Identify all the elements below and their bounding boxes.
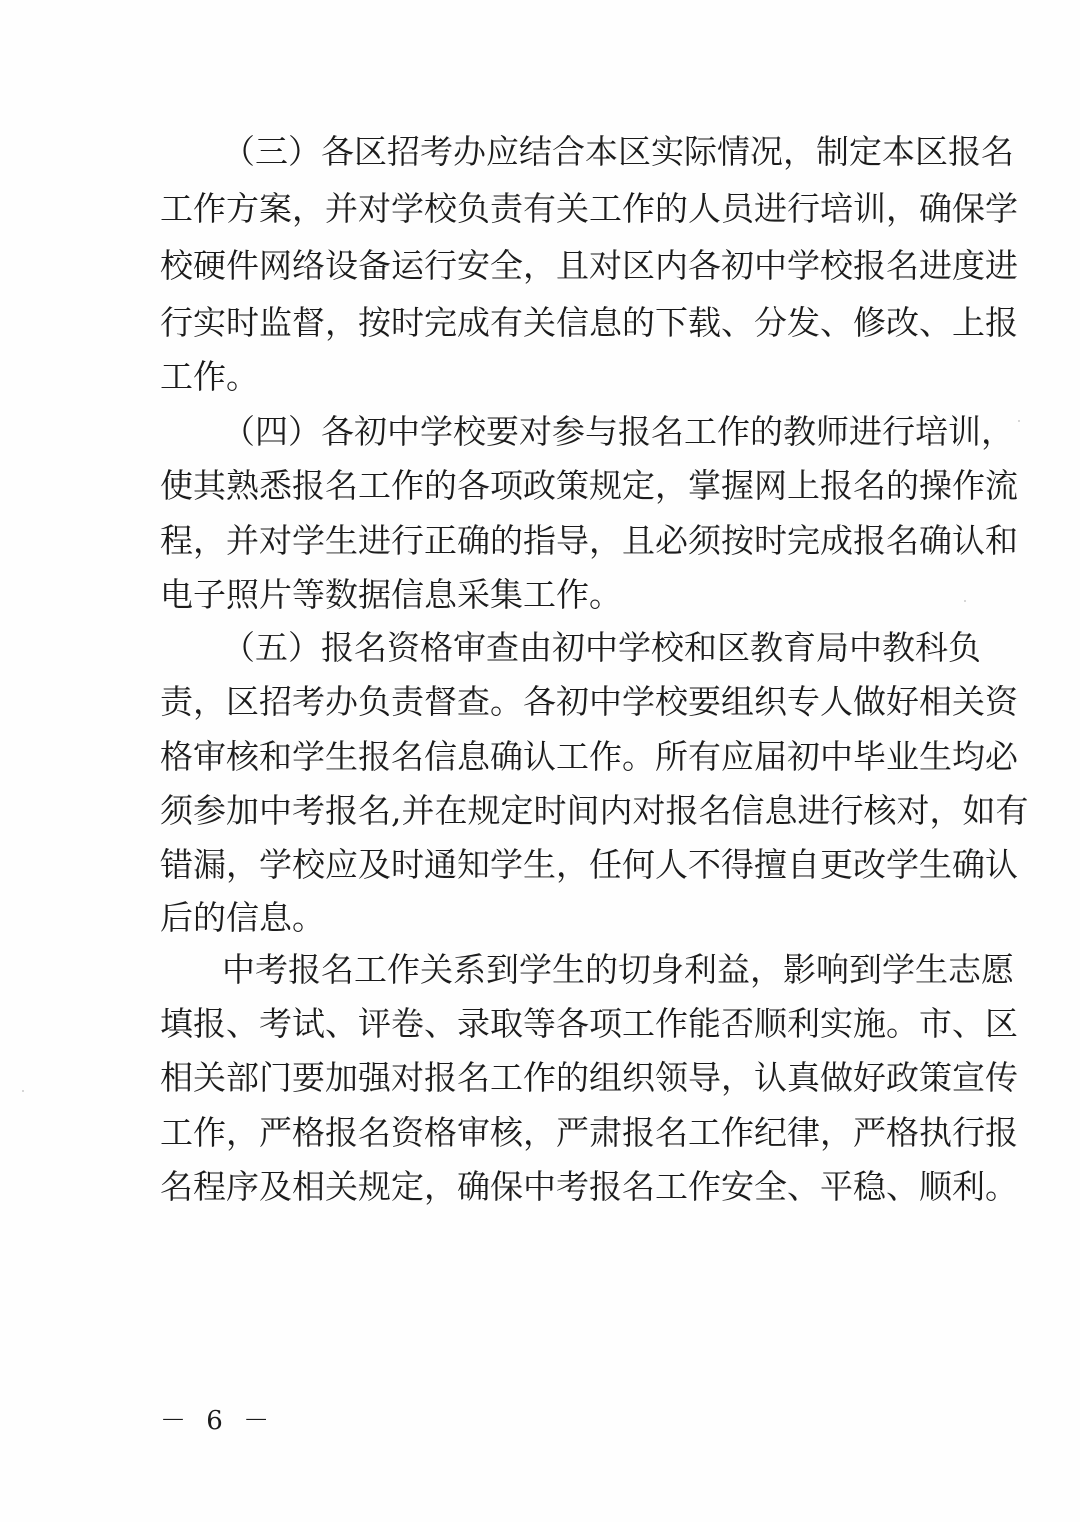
paragraph-line: 校硬件网络设备运行安全，且对区内各初中学校报名进度进 — [160, 246, 1018, 285]
paragraph-line: （四）各初中学校要对参与报名工作的教师进行培训， — [222, 412, 1014, 451]
paragraph-line: 程，并对学生进行正确的指导，且必须按时完成报名确认和 — [160, 521, 1018, 560]
paragraph-line: 工作，严格报名资格审核，严肃报名工作纪律，严格执行报 — [160, 1113, 1018, 1152]
paragraph-line: 须参加中考报名,并在规定时间内对报名信息进行核对，如有 — [160, 791, 1029, 830]
paragraph-line: 格审核和学生报名信息确认工作。所有应届初中毕业生均必 — [160, 737, 1018, 776]
paragraph-line: 工作方案，并对学校负责有关工作的人员进行培训，确保学 — [160, 189, 1018, 228]
paragraph-line: 行实时监督，按时完成有关信息的下载、分发、修改、上报 — [160, 303, 1018, 342]
paragraph-line: 后的信息。 — [160, 898, 325, 937]
scan-speck — [964, 600, 966, 602]
paragraph-line: 名程序及相关规定，确保中考报名工作安全、平稳、顺利。 — [160, 1167, 1018, 1206]
paragraph-line: 工作。 — [160, 357, 259, 396]
scan-speck — [22, 1090, 24, 1092]
paragraph-line: 中考报名工作关系到学生的切身利益，影响到学生志愿 — [222, 950, 1014, 989]
paragraph-line: （三）各区招考办应结合本区实际情况，制定本区报名 — [222, 132, 1014, 171]
paragraph-line: （五）报名资格审查由初中学校和区教育局中教科负 — [222, 628, 981, 667]
paragraph-line: 电子照片等数据信息采集工作。 — [160, 575, 622, 614]
paragraph-line: 使其熟悉报名工作的各项政策规定，掌握网上报名的操作流 — [160, 466, 1018, 505]
scan-speck — [1018, 420, 1020, 422]
paragraph-line: 责，区招考办负责督查。各初中学校要组织专人做好相关资 — [160, 682, 1018, 721]
paragraph-line: 填报、考试、评卷、录取等各项工作能否顺利实施。市、区 — [160, 1004, 1018, 1043]
paragraph-line: 相关部门要加强对报名工作的组织领导，认真做好政策宣传 — [160, 1058, 1018, 1097]
paragraph-line: 错漏，学校应及时通知学生，任何人不得擅自更改学生确认 — [160, 845, 1018, 884]
page-number: － 6 － — [160, 1406, 276, 1436]
